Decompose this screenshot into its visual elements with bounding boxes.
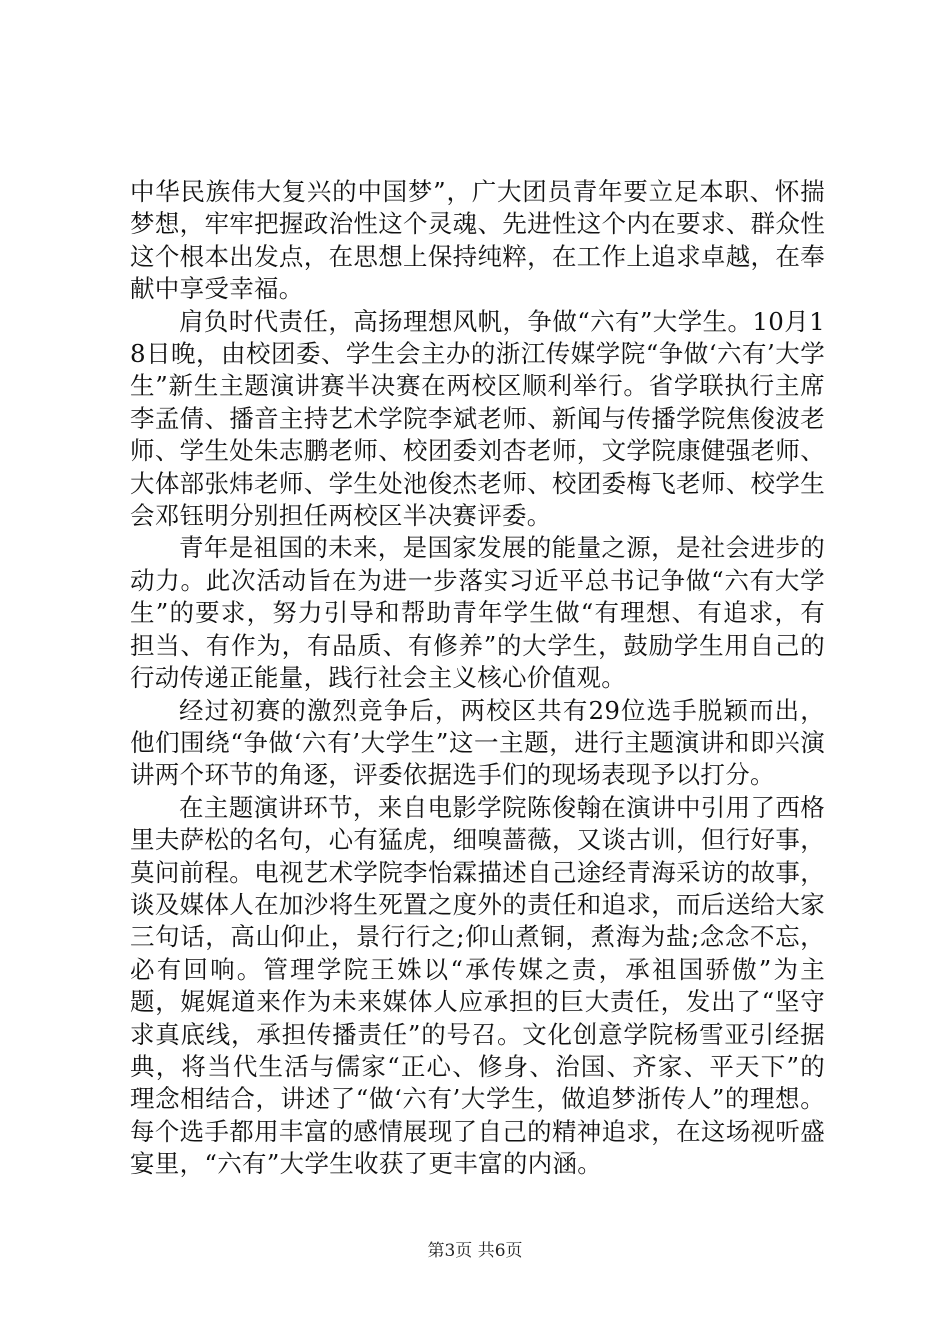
paragraph-1: 中华民族伟大复兴的中国梦”，广大团员青年要立足本职、怀揣梦想，牢牢把握政治性这个灵魂、先进性这个内在要求、群众性这个根本出发点，在思想上保持纯粹，在工作上追求卓越，在奉献中享受幸福。 — [130, 177, 825, 304]
document-body — [130, 176, 825, 1181]
paragraph-4: 经过初赛的激烈竞争后，两校区共有29位选手脱颖而出，他们围绕“争做‘六有’大学生”这一主题，进行主题演讲和即兴演讲两个环节的角逐，评委依据选手们的现场表现予以打分。 — [130, 695, 825, 790]
paragraph-3: 青年是祖国的未来，是国家发展的能量之源，是社会进步的动力。此次活动旨在为进一步落实习近平总书记争做“六有大学生”的要求，努力引导和帮助青年学生做“有理想、有追求，有担当、有作为，有品质、有修养”的大学生，鼓励学生用自己的行动传递正能量，践行社会主义核心价值观。 — [130, 533, 825, 693]
paragraph-5: 在主题演讲环节，来自电影学院陈俊翰在演讲中引用了西格里夫萨松的名句，心有猛虎，细嗅蔷薇，又谈古训，但行好事，莫问前程。电视艺术学院李怡霖描述自己途经青海采访的故事，谈及媒体人在加沙将生死置之度外的责任和追求，而后送给大家三句话，高山仰止，景行行之;仰山煮铜，煮海为盐;念念不忘，必有回响。管理学院王姝以“承传媒之责，承祖国骄傲”为主题，娓娓道来作为未来媒体人应承担的巨大责任，发出了“坚守求真底线，承担传播责任”的号召。文化创意学院杨雪亚引经据典，将当代生活与儒家“正心、修身、治国、齐家、平天下”的理念相结合，讲述了“做‘六有’大学生，做追梦浙传人”的理想。每个选手都用丰富的感情展现了自己的精神追求，在这场视听盛宴里，“六有”大学生收获了更丰富的内涵。 — [130, 792, 826, 1179]
paragraph-2: 肩负时代责任，高扬理想风帆，争做“六有”大学生。10月18日晚，由校团委、学生会主办的浙江传媒学院“争做‘六有’大学生”新生主题演讲赛半决赛在两校区顺利举行。省学联执行主席李孟倩、播音主持艺术学院李斌老师、新闻与传播学院焦俊波老师、学生处朱志鹏老师、校团委刘杏老师，文学院康健强老师、大体部张炜老师、学生处池俊杰老师、校团委梅飞老师、校学生会邓钰明分别担任两校区半决赛评委。 — [130, 306, 826, 531]
page-number-footer: 第3页 共6页 — [427, 1241, 523, 1261]
